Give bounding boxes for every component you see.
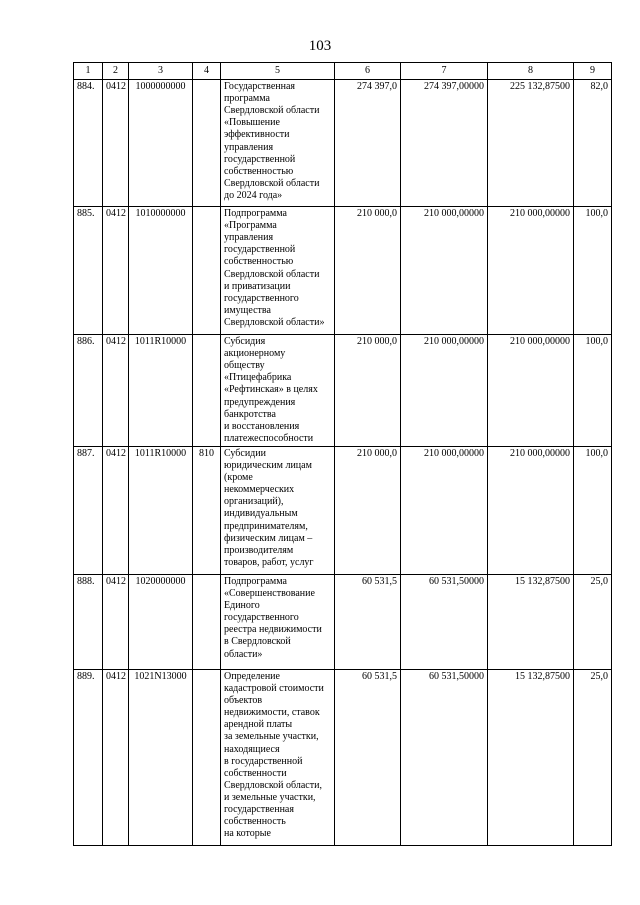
name-line: недвижимости, ставок xyxy=(224,707,320,719)
name-line: Свердловской области xyxy=(224,268,320,280)
name-line: «Повышение xyxy=(224,117,280,129)
target-article-cell: 1011R10000 xyxy=(129,446,193,574)
refined-amount-cell: 274 397,00000 xyxy=(401,80,488,207)
name-line: до 2024 года» xyxy=(224,189,283,201)
name-cell xyxy=(221,335,335,447)
name-cell xyxy=(221,574,335,669)
section-code-cell: 0412 xyxy=(103,335,129,447)
name-line: управления xyxy=(224,141,274,153)
name-line: и земельные участки, xyxy=(224,791,316,803)
name-line: Свердловской области» xyxy=(224,316,325,328)
expense-type-cell xyxy=(193,669,221,845)
name-line: программа xyxy=(224,93,270,105)
plan-amount-cell: 60 531,5 xyxy=(335,574,401,669)
name-line: за земельные участки, xyxy=(224,731,319,743)
name-line: «Программа xyxy=(224,220,277,232)
name-line: и восстановления xyxy=(224,420,300,432)
name-line: некоммерческих xyxy=(224,484,295,496)
name-line: арендной платы xyxy=(224,719,293,731)
target-article-cell: 1000000000 xyxy=(129,80,193,207)
name-line: Свердловской области xyxy=(224,177,320,189)
row-number-cell: 887. xyxy=(74,446,103,574)
name-line: организаций), xyxy=(224,496,284,508)
header-row xyxy=(74,63,612,80)
name-line: Свердловской области xyxy=(224,105,320,117)
name-line: в Свердловской xyxy=(224,636,291,648)
section-code-cell: 0412 xyxy=(103,446,129,574)
table-row xyxy=(74,207,612,335)
refined-amount-cell: 210 000,00000 xyxy=(401,207,488,335)
row-number-cell: 885. xyxy=(74,207,103,335)
header-cell: 3 xyxy=(129,63,193,80)
executed-amount-cell: 210 000,00000 xyxy=(488,335,574,447)
name-line: в государственной xyxy=(224,755,303,767)
name-line: кадастровой стоимости xyxy=(224,683,324,695)
name-line: индивидуальным xyxy=(224,508,298,520)
header-cell: 1 xyxy=(74,63,103,80)
expense-type-cell xyxy=(193,80,221,207)
name-line: государственного xyxy=(224,292,299,304)
name-line: «Совершенствование xyxy=(224,588,315,600)
name-line: (кроме xyxy=(224,472,253,484)
executed-amount-cell: 15 132,87500 xyxy=(488,669,574,845)
section-code-cell: 0412 xyxy=(103,574,129,669)
percent-cell: 100,0 xyxy=(574,207,612,335)
page-number: 103 xyxy=(308,38,332,54)
percent-cell: 25,0 xyxy=(574,669,612,845)
row-number-cell: 886. xyxy=(74,335,103,447)
name-line: государственная xyxy=(224,803,294,815)
table-row xyxy=(74,669,612,845)
row-number-cell: 888. xyxy=(74,574,103,669)
table-row xyxy=(74,446,612,574)
name-line: Субсидия xyxy=(224,336,266,348)
header-cell: 6 xyxy=(335,63,401,80)
name-line: Государственная xyxy=(224,81,296,93)
name-line: собственностью xyxy=(224,256,294,268)
name-line: находящиеся xyxy=(224,743,280,755)
name-line: предупреждения xyxy=(224,396,296,408)
name-cell xyxy=(221,446,335,574)
header-cell: 4 xyxy=(193,63,221,80)
name-line: на которые xyxy=(224,828,271,840)
executed-amount-cell: 210 000,00000 xyxy=(488,446,574,574)
name-line: собственностью xyxy=(224,165,294,177)
plan-amount-cell: 60 531,5 xyxy=(335,669,401,845)
name-line: государственной xyxy=(224,244,296,256)
name-line: обществу xyxy=(224,360,265,372)
row-number-cell: 884. xyxy=(74,80,103,207)
plan-amount-cell: 210 000,0 xyxy=(335,207,401,335)
plan-amount-cell: 210 000,0 xyxy=(335,446,401,574)
executed-amount-cell: 15 132,87500 xyxy=(488,574,574,669)
target-article-cell: 1021N13000 xyxy=(129,669,193,845)
percent-cell: 100,0 xyxy=(574,446,612,574)
table-row xyxy=(74,335,612,447)
name-cell xyxy=(221,80,335,207)
name-line: Подпрограмма xyxy=(224,575,287,587)
expense-type-cell: 810 xyxy=(193,446,221,574)
name-line: юридическим лицам xyxy=(224,460,312,472)
name-line: Подпрограмма xyxy=(224,208,287,220)
executed-amount-cell: 225 132,87500 xyxy=(488,80,574,207)
header-cell: 9 xyxy=(574,63,612,80)
header-cell: 5 xyxy=(221,63,335,80)
name-line: Единого xyxy=(224,600,260,612)
name-line: акционерному xyxy=(224,348,286,360)
name-line: товаров, работ, услуг xyxy=(224,556,314,568)
target-article-cell: 1011R10000 xyxy=(129,335,193,447)
name-line: Субсидии xyxy=(224,447,266,459)
header-cell: 7 xyxy=(401,63,488,80)
section-code-cell: 0412 xyxy=(103,669,129,845)
name-cell xyxy=(221,669,335,845)
name-line: платежеспособности xyxy=(224,432,314,444)
name-line: «Рефтинская» в целях xyxy=(224,384,318,396)
name-line: эффективности xyxy=(224,129,290,141)
refined-amount-cell: 210 000,00000 xyxy=(401,335,488,447)
row-number-cell: 889. xyxy=(74,669,103,845)
name-line: имущества xyxy=(224,304,271,316)
name-line: реестра недвижимости xyxy=(224,624,322,636)
expense-type-cell xyxy=(193,207,221,335)
name-cell xyxy=(221,207,335,335)
name-line: производителям xyxy=(224,544,294,556)
header-cell: 8 xyxy=(488,63,574,80)
name-line: собственность xyxy=(224,816,286,828)
name-line: государственной xyxy=(224,153,296,165)
table-row xyxy=(74,80,612,207)
name-line: банкротства xyxy=(224,408,276,420)
refined-amount-cell: 60 531,50000 xyxy=(401,669,488,845)
name-line: объектов xyxy=(224,695,263,707)
name-line: «Птицефабрика xyxy=(224,372,292,384)
section-code-cell: 0412 xyxy=(103,207,129,335)
budget-table xyxy=(73,62,612,846)
name-line: управления xyxy=(224,232,274,244)
name-line: предпринимателям, xyxy=(224,520,308,532)
header-cell: 2 xyxy=(103,63,129,80)
target-article-cell: 1010000000 xyxy=(129,207,193,335)
refined-amount-cell: 210 000,00000 xyxy=(401,446,488,574)
percent-cell: 100,0 xyxy=(574,335,612,447)
table-row xyxy=(74,574,612,669)
name-line: Свердловской области, xyxy=(224,779,322,791)
section-code-cell: 0412 xyxy=(103,80,129,207)
plan-amount-cell: 210 000,0 xyxy=(335,335,401,447)
name-line: собственности xyxy=(224,767,287,779)
target-article-cell: 1020000000 xyxy=(129,574,193,669)
name-line: Определение xyxy=(224,670,280,682)
name-line: государственного xyxy=(224,612,299,624)
refined-amount-cell: 60 531,50000 xyxy=(401,574,488,669)
plan-amount-cell: 274 397,0 xyxy=(335,80,401,207)
expense-type-cell xyxy=(193,335,221,447)
name-line: и приватизации xyxy=(224,280,291,292)
percent-cell: 25,0 xyxy=(574,574,612,669)
executed-amount-cell: 210 000,00000 xyxy=(488,207,574,335)
percent-cell: 82,0 xyxy=(574,80,612,207)
name-line: физическим лицам – xyxy=(224,532,313,544)
name-line: области» xyxy=(224,648,263,660)
expense-type-cell xyxy=(193,574,221,669)
